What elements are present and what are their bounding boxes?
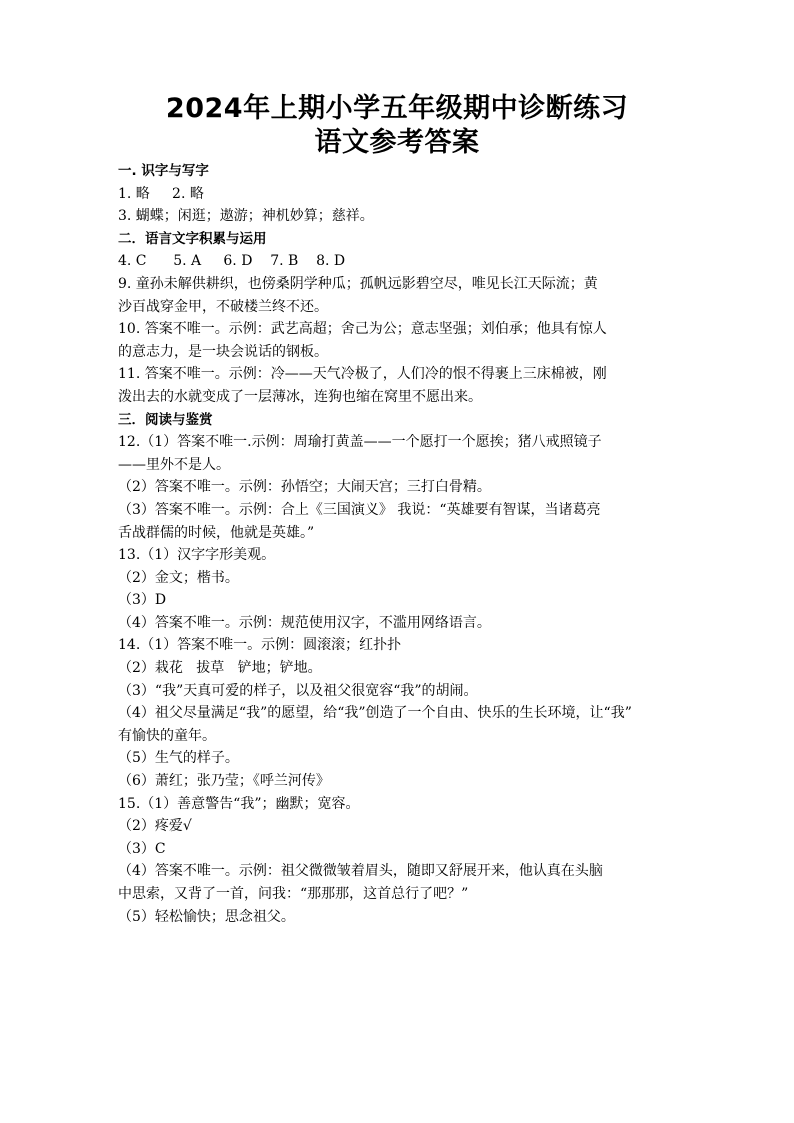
answer-line: 舌战群儒的时候，他就是英雄。” [118,524,315,541]
answer-line: 3. 蝴蝶；闲逛；遨游；神机妙算；慈祥。 [118,208,374,225]
answer-line: 14.（1）答案不唯一。示例：圆滚滚；红扑扑 [118,637,402,654]
answer-line: 有愉快的童年。 [118,727,216,744]
answer-line: 15.（1）善意警告“我”；幽默；宽容。 [118,795,360,812]
answer-line: （2）金文；楷书。 [118,569,239,586]
answer-line: 泼出去的水就变成了一层薄冰，连狗也缩在窝里不愿出来。 [118,388,482,405]
answer-line: （4）答案不唯一。示例：规范使用汉字，不滥用网络语言。 [118,614,491,631]
answer-line: 9. 童孙未解供耕织，也傍桑阴学种瓜；孤帆远影碧空尽，唯见长江天际流；黄 [118,275,598,292]
answer-line: 12.（1）答案不唯一.示例：周瑜打黄盖——一个愿打一个愿挨；猪八戒照镜子 [118,434,602,451]
section-heading: 一. 识字与写字 [118,163,209,179]
answer-line: 4. C 5. A 6. D 7. B 8. D [118,253,346,270]
section-heading: 二．语言文字积累与运用 [118,230,267,247]
answer-line: （3）“我”天真可爱的样子，以及祖父很宽容“我”的胡闹。 [118,682,478,699]
answer-line: （5）生气的样子。 [118,750,239,767]
answer-body [118,160,678,928]
answer-line: （6）萧红；张乃莹；《呼兰河传》 [118,773,330,790]
answer-line: （4）祖父尽量满足“我”的愿望，给“我”创造了一个自由、快乐的生长环境，让“我” [118,705,632,722]
answer-line: （3）D [118,592,167,609]
answer-line: 的意志力，是一块会说话的钢板。 [118,343,328,360]
answer-line: 13.（1）汉字字形美观。 [118,547,276,564]
answer-line: （3）C [118,840,166,857]
answer-line: 11. 答案不唯一。示例：冷——天气冷极了，人们冷的恨不得裹上三床棉被，刚 [118,366,607,383]
section-heading: 三．阅读与鉴赏 [118,411,213,428]
answer-line: （2）栽花 拔草 铲地；铲地。 [118,660,322,677]
title-line-2: 语文参考答案 [314,127,480,158]
answer-line: 1. 略 2. 略 [118,185,204,202]
answer-line: （3）答案不唯一。示例：合上《三国演义》 我说：“英雄要有智谋，当诸葛亮 [118,501,601,518]
answer-line: 10. 答案不唯一。示例：武艺高超；舍己为公；意志坚强；刘伯承；他具有惊人 [118,321,607,338]
answer-line: （4）答案不唯一。示例：祖父微微皱着眉头，随即又舒展开来，他认真在头脑 [118,863,603,880]
answer-line: ——里外不是人。 [118,456,230,473]
document-title [0,92,794,160]
answer-line: （5）轻松愉快；思念祖父。 [118,908,295,925]
answer-line: 中思索，又背了一首，问我：“那那那，这首总行了吧？” [118,886,469,902]
answer-line: （2）疼爱√ [118,818,192,835]
answer-line: 沙百战穿金甲，不破楼兰终不还。 [118,298,328,315]
answer-line: （2）答案不唯一。示例：孙悟空；大闹天宫；三打白骨精。 [118,479,491,496]
title-line-1: 2024年上期小学五年级期中诊断练习 [165,93,629,124]
